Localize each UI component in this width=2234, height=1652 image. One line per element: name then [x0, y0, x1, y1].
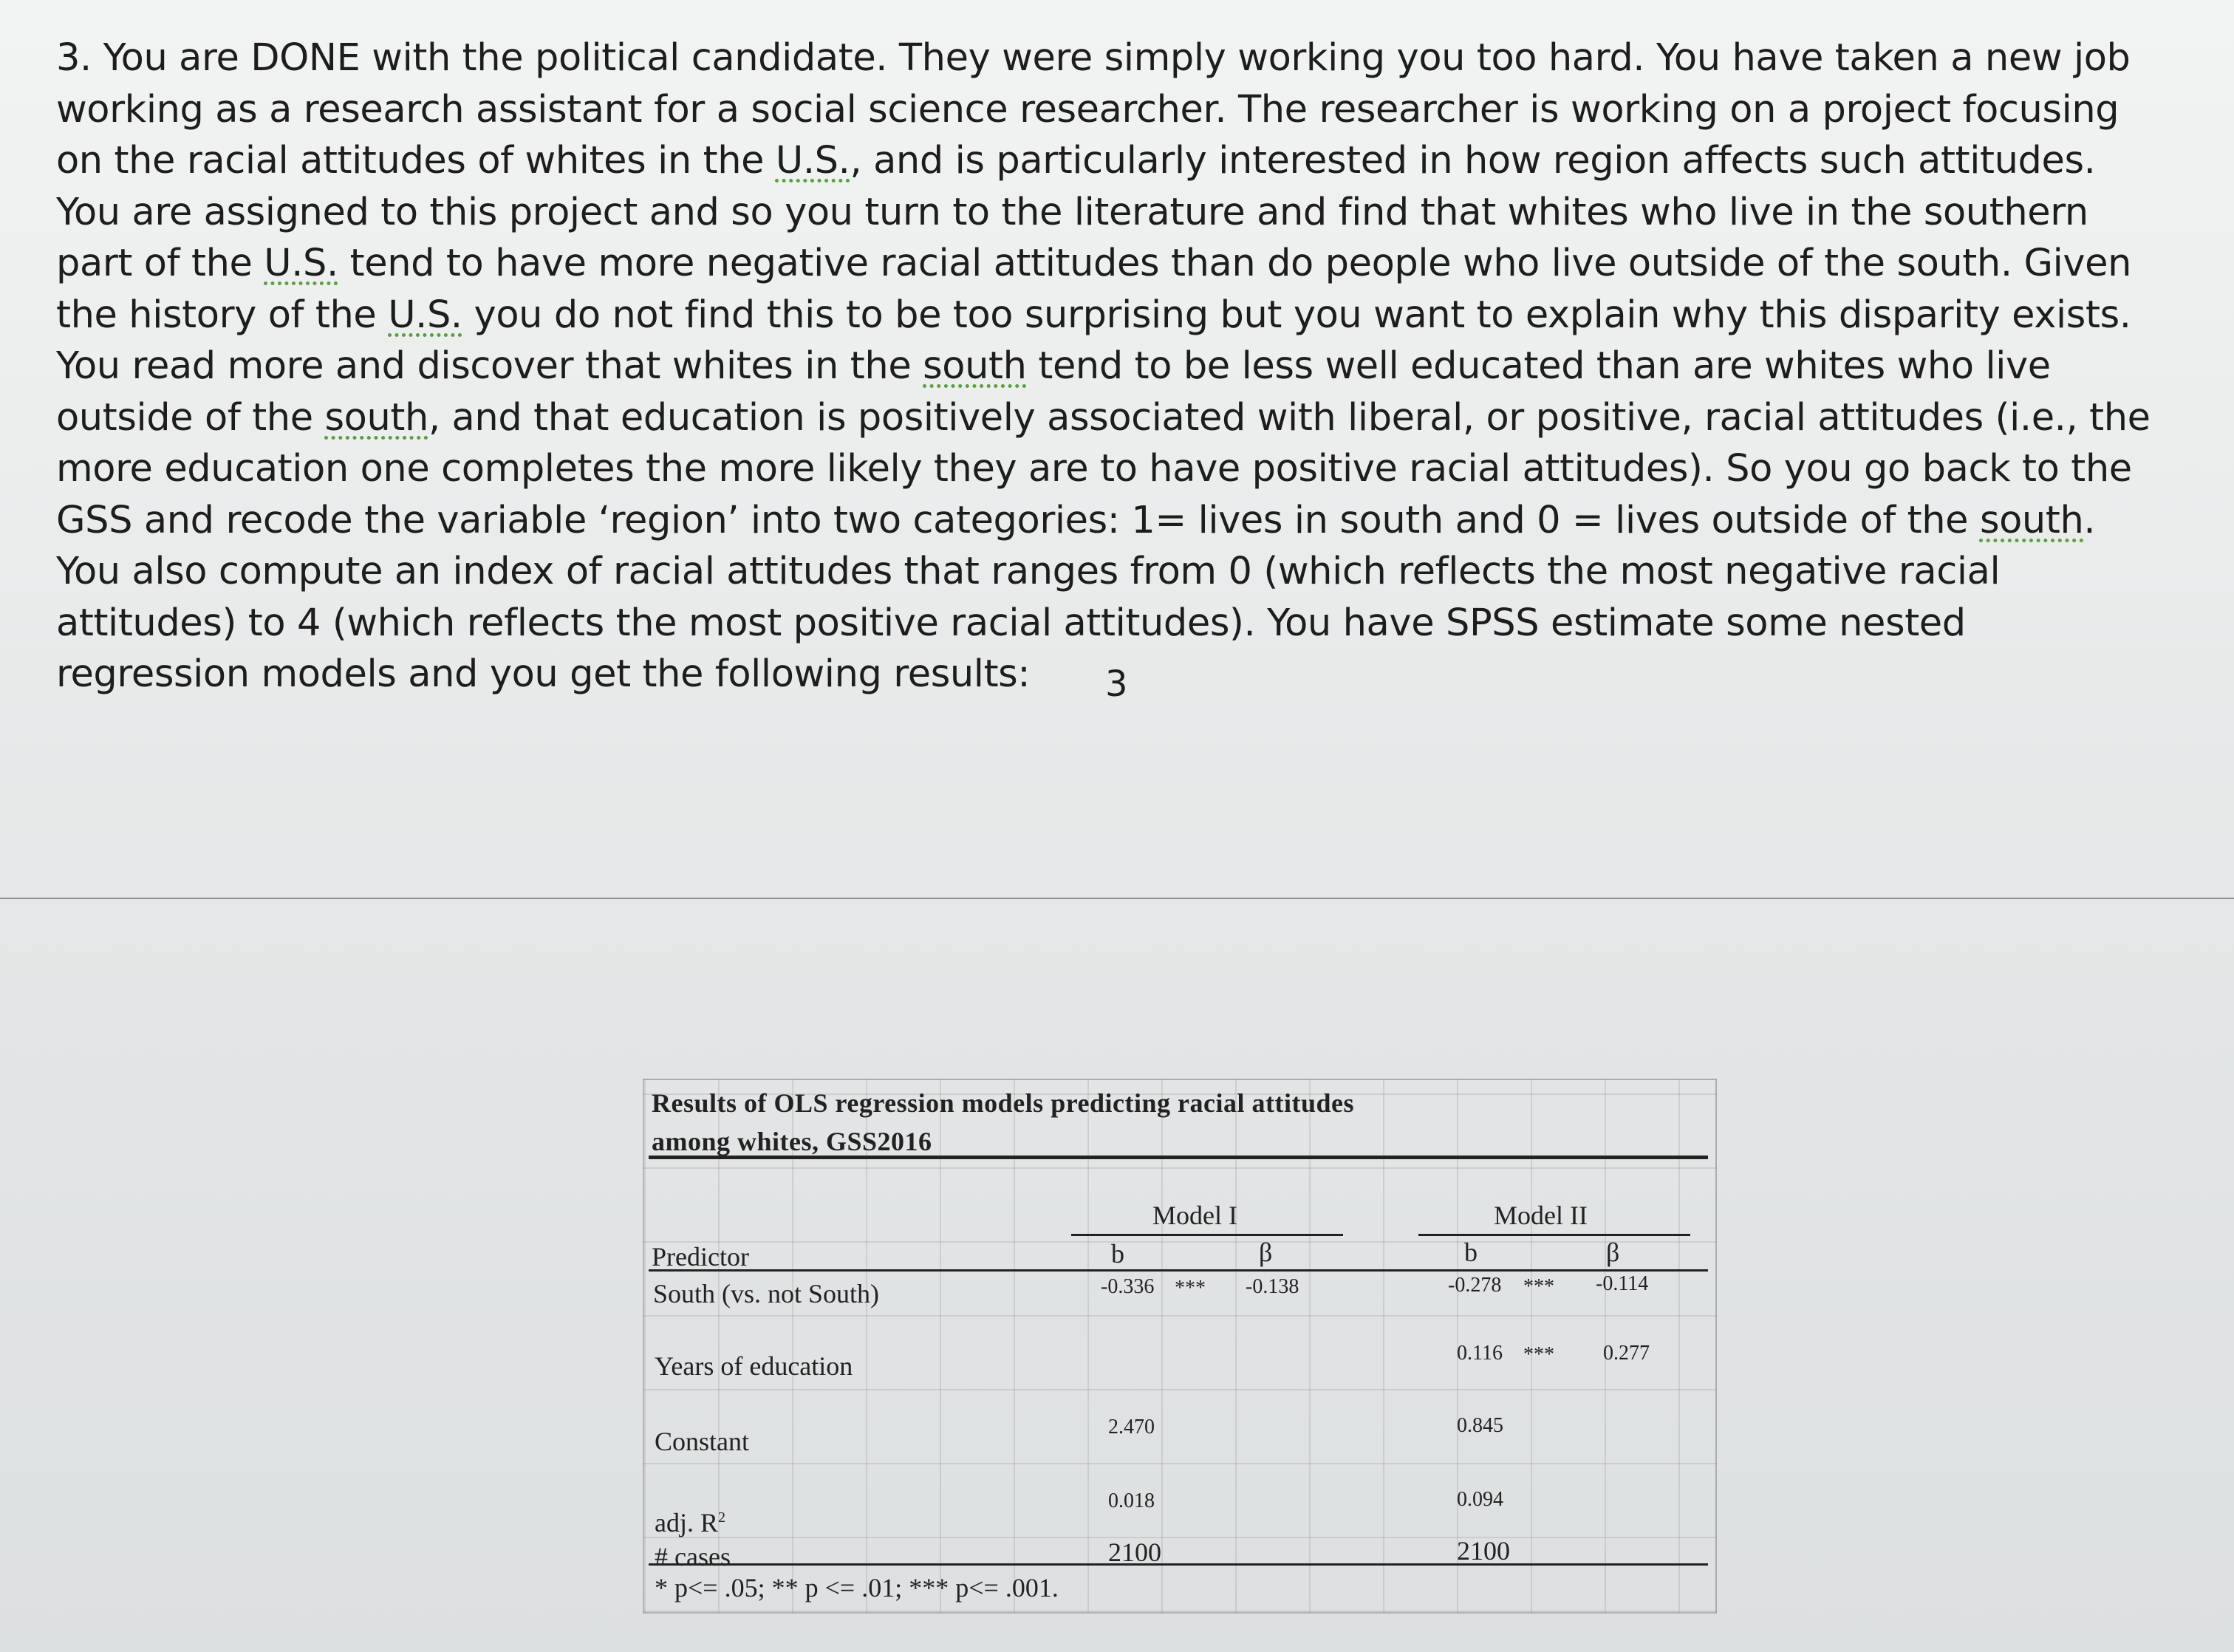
spellcheck-word: U.S.: [264, 242, 338, 285]
model1-header: Model I: [1152, 1201, 1237, 1230]
model1-rule: [1071, 1234, 1343, 1236]
m2-b-header: b: [1464, 1238, 1478, 1267]
table-title-line2: among whites, GSS2016: [652, 1127, 932, 1156]
model2-rule: [1418, 1234, 1690, 1236]
m1-constant: 2.470: [1108, 1416, 1155, 1438]
m2-beta-header: β: [1606, 1238, 1620, 1267]
row-label-education: Years of education: [655, 1351, 853, 1381]
question-segment: . You also compute an index of racial attitudes that ranges from 0 (which reflects the most negative racial attitudes) to 4 (which reflects the most positive racial attitudes). You have SPSS estimate some nested regression models and you get the following results:: [56, 498, 2096, 696]
row-label-south: South (vs. not South): [653, 1279, 880, 1308]
significance-footnote: * p<= .05; ** p <= .01; *** p<= .001.: [655, 1573, 1059, 1602]
spellcheck-word: south: [923, 344, 1027, 388]
spellcheck-word: south: [324, 395, 428, 440]
m1-b-header: b: [1111, 1239, 1124, 1269]
predictor-header: Predictor: [652, 1242, 749, 1272]
m1-beta-header: β: [1259, 1238, 1273, 1267]
m2-adj-r2: 0.094: [1457, 1488, 1503, 1511]
model2-header: Model II: [1494, 1201, 1588, 1230]
question-segment: you do not find this to be too surprising but you want to explain why this disparity exists. You read more and discover that whites in the: [56, 293, 2131, 388]
table-top-rule: [649, 1156, 1708, 1159]
bottom-rule: [649, 1563, 1708, 1566]
m1-adj-r2: 0.018: [1108, 1489, 1155, 1512]
spellcheck-word: U.S.: [775, 139, 850, 182]
adj-r2-label: adj. $R^2$: [655, 1508, 725, 1537]
page-number: 3: [1105, 663, 1128, 705]
m2-education-b: 0.116: [1457, 1342, 1503, 1365]
m2-south-sig: ***: [1523, 1275, 1554, 1298]
cases-label: # cases: [655, 1542, 731, 1571]
spellcheck-word: U.S.: [388, 293, 462, 337]
m1-south-sig: ***: [1175, 1277, 1206, 1300]
m1-south-beta: -0.138: [1246, 1275, 1299, 1298]
m1-south-b: -0.336: [1101, 1275, 1155, 1298]
regression-results-table: [643, 1079, 1717, 1614]
m1-cases: 2100: [1108, 1537, 1161, 1567]
question-segment: , and that education is positively associated with liberal, or positive, racial attitudes (i.e., the more education one completes the more likely they are to have positive racial attitudes). So you go back to the GSS and recode the variable ‘region’ into two categories: 1= lives in south and 0 = lives outside of the: [56, 395, 2151, 542]
spellcheck-word: south: [1979, 498, 2084, 542]
m2-south-beta: -0.114: [1596, 1272, 1649, 1295]
m2-south-b: -0.278: [1448, 1274, 1502, 1297]
row-label-constant: Constant: [655, 1427, 750, 1456]
question-text: [56, 33, 2169, 700]
table-title-line1: Results of OLS regression models predicting racial attitudes: [652, 1088, 1354, 1118]
question-segment: tend to be less well educated than are whites who live outside of the: [56, 344, 2051, 440]
page-break-divider: [0, 898, 2234, 899]
question-segment: , and is particularly interested in how region affects such attitudes. You are assigned to this project and so you turn to the literature and find that whites who live in the southern part of the: [56, 139, 2096, 285]
m2-education-sig: ***: [1523, 1343, 1554, 1366]
header-rule: [649, 1269, 1708, 1272]
m2-education-beta: 0.277: [1603, 1342, 1650, 1365]
m2-constant: 0.845: [1457, 1414, 1503, 1437]
question-segment: 3. You are DONE with the political candidate. They were simply working you too hard. You have taken a new job working as a research assistant for a social science researcher. The researcher is working on a project focusing on the racial attitudes of whites in the: [56, 36, 2131, 182]
m2-cases: 2100: [1457, 1536, 1510, 1566]
question-segment: tend to have more negative racial attitudes than do people who live outside of the south. Given the history of the: [56, 242, 2132, 337]
